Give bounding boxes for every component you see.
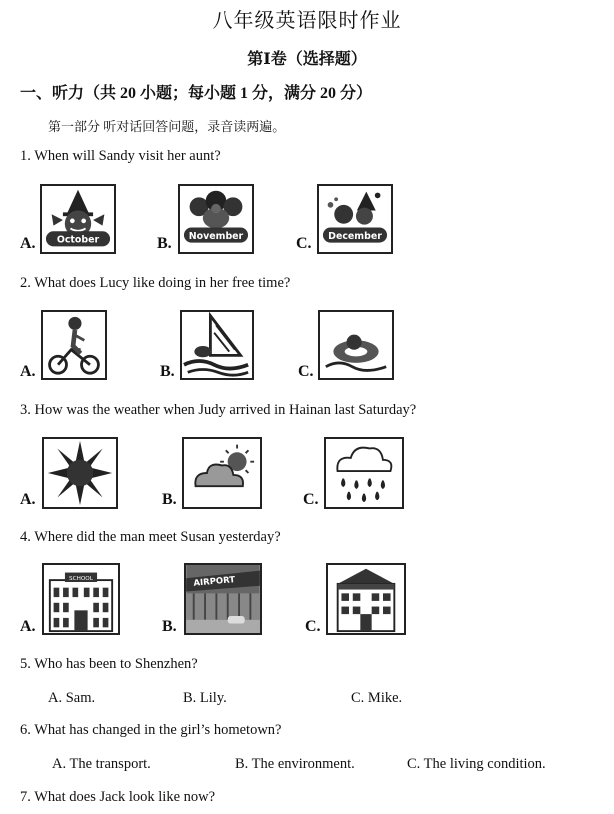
sunny-image[interactable] — [42, 437, 118, 509]
sun-icon — [44, 439, 116, 507]
question-2: 2. What does Lucy like doing in her free time? — [20, 275, 291, 291]
section-instruction: 第一部分 听对话回答问题，录音读两遍。 — [48, 119, 286, 134]
rain-icon — [326, 439, 402, 507]
q3-option-b-label: B. — [162, 491, 177, 508]
cycling-image[interactable] — [41, 310, 107, 380]
swimming-icon — [320, 312, 392, 378]
cloudy-image[interactable] — [182, 437, 262, 509]
airport-caption: AIRPORT — [193, 575, 236, 589]
cloudy-icon — [184, 439, 260, 507]
q3-option-c-label: C. — [303, 491, 319, 508]
q5-option-b[interactable]: B. Lily. — [183, 690, 227, 706]
windsurfing-icon — [182, 312, 252, 378]
pumpkin-icon — [42, 186, 114, 252]
q6-option-c[interactable]: C. The living condition. — [407, 756, 546, 772]
q4-option-a-label: A. — [20, 618, 36, 635]
q2-option-c-label: C. — [298, 363, 314, 380]
q4-option-b-label: B. — [162, 618, 177, 635]
question-1: 1. When will Sandy visit her aunt? — [20, 148, 221, 164]
swimming-image[interactable] — [318, 310, 394, 380]
q1-option-b-label: B. — [157, 235, 172, 252]
page-title: 八年级英语限时作业 — [212, 10, 402, 32]
airport-image[interactable] — [184, 563, 262, 635]
q5-option-c[interactable]: C. Mike. — [351, 690, 403, 706]
school-icon — [44, 565, 118, 633]
q1-option-c-label: C. — [296, 235, 312, 252]
section-heading: 一、听力（共 20 小题；每小题 1 分，满分 20 分） — [20, 85, 373, 102]
hotel-image[interactable] — [326, 563, 406, 635]
question-6: 6. What has changed in the girl’s hometown? — [20, 722, 282, 738]
hotel-icon — [328, 565, 404, 633]
q6-option-a[interactable]: A. The transport. — [52, 756, 151, 772]
question-3: 3. How was the weather when Judy arrived in Hainan last Saturday? — [20, 402, 417, 418]
school-caption: SCHOOL — [69, 576, 93, 583]
q3-option-a-label: A. — [20, 491, 36, 508]
rainy-image[interactable] — [324, 437, 404, 509]
turkey-icon — [180, 186, 252, 252]
october-image[interactable] — [40, 184, 116, 254]
q1-option-a-label: A. — [20, 235, 36, 252]
december-image[interactable] — [317, 184, 393, 254]
question-7: 7. What does Jack look like now? — [20, 789, 216, 805]
q4-option-c-label: C. — [305, 618, 321, 635]
q2-option-a-label: A. — [20, 363, 36, 380]
question-4: 4. Where did the man meet Susan yesterday? — [20, 529, 281, 545]
windsurfing-image[interactable] — [180, 310, 254, 380]
question-5: 5. Who has been to Shenzhen? — [20, 656, 198, 672]
q2-option-b-label: B. — [160, 363, 175, 380]
santa-icon — [319, 186, 391, 252]
school-image[interactable] — [42, 563, 120, 635]
airport-icon — [186, 565, 260, 633]
november-image[interactable] — [178, 184, 254, 254]
october-caption: October — [56, 234, 100, 246]
volume-title: 第Ⅰ卷（选择题） — [247, 51, 367, 68]
november-caption: November — [188, 230, 244, 242]
cycling-icon — [43, 312, 105, 378]
december-caption: December — [328, 230, 382, 242]
q6-option-b[interactable]: B. The environment. — [235, 756, 355, 772]
q5-option-a[interactable]: A. Sam. — [48, 690, 96, 706]
